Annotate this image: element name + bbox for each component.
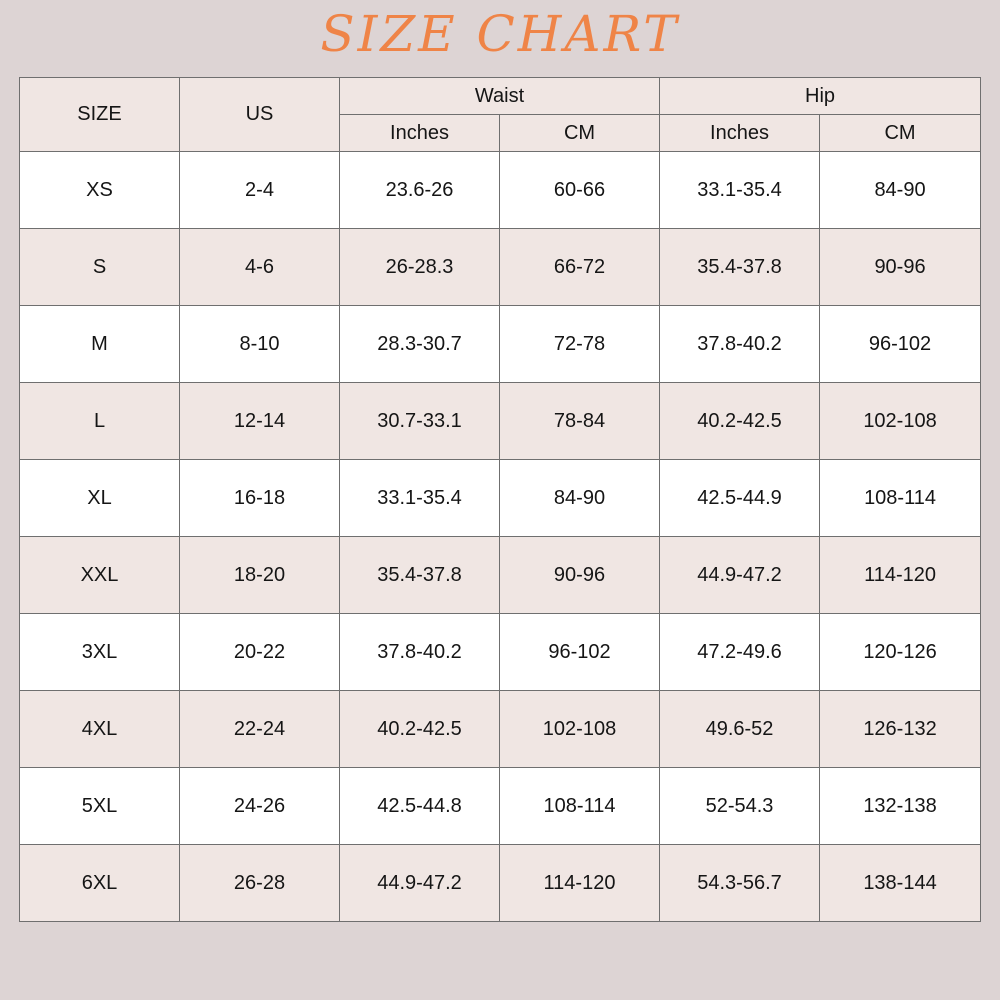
- waist-inches-cell: 37.8-40.2: [340, 614, 500, 691]
- hip-inches-cell: 35.4-37.8: [660, 229, 820, 306]
- waist-cm-cell: 66-72: [500, 229, 660, 306]
- waist-cm-cell: 84-90: [500, 460, 660, 537]
- hip-cm-cell: 132-138: [820, 768, 981, 845]
- table-row: [20, 691, 981, 768]
- waist-cm-cell: 114-120: [500, 845, 660, 922]
- us-cell: 22-24: [180, 691, 340, 768]
- size-cell: XL: [20, 460, 180, 537]
- header-us: US: [180, 78, 340, 152]
- hip-inches-cell: 33.1-35.4: [660, 152, 820, 229]
- size-chart-table: [19, 77, 981, 922]
- hip-cm-cell: 114-120: [820, 537, 981, 614]
- header-waist-inches: Inches: [340, 115, 500, 152]
- size-cell: M: [20, 306, 180, 383]
- waist-inches-cell: 33.1-35.4: [340, 460, 500, 537]
- us-cell: 8-10: [180, 306, 340, 383]
- hip-cm-cell: 90-96: [820, 229, 981, 306]
- us-cell: 2-4: [180, 152, 340, 229]
- table-row: [20, 768, 981, 845]
- hip-cm-cell: 126-132: [820, 691, 981, 768]
- table-row: [20, 152, 981, 229]
- size-cell: 3XL: [20, 614, 180, 691]
- hip-inches-cell: 47.2-49.6: [660, 614, 820, 691]
- us-cell: 20-22: [180, 614, 340, 691]
- size-cell: 5XL: [20, 768, 180, 845]
- table-row: [20, 460, 981, 537]
- us-cell: 4-6: [180, 229, 340, 306]
- us-cell: 26-28: [180, 845, 340, 922]
- waist-inches-cell: 28.3-30.7: [340, 306, 500, 383]
- hip-cm-cell: 102-108: [820, 383, 981, 460]
- size-cell: XS: [20, 152, 180, 229]
- us-cell: 24-26: [180, 768, 340, 845]
- waist-inches-cell: 42.5-44.8: [340, 768, 500, 845]
- waist-cm-cell: 102-108: [500, 691, 660, 768]
- waist-inches-cell: 35.4-37.8: [340, 537, 500, 614]
- table-row: [20, 537, 981, 614]
- waist-inches-cell: 23.6-26: [340, 152, 500, 229]
- waist-cm-cell: 60-66: [500, 152, 660, 229]
- hip-inches-cell: 40.2-42.5: [660, 383, 820, 460]
- header-hip-cm: CM: [820, 115, 981, 152]
- size-cell: XXL: [20, 537, 180, 614]
- header-hip: Hip: [660, 78, 981, 115]
- us-cell: 12-14: [180, 383, 340, 460]
- hip-inches-cell: 49.6-52: [660, 691, 820, 768]
- size-cell: 4XL: [20, 691, 180, 768]
- waist-inches-cell: 26-28.3: [340, 229, 500, 306]
- hip-cm-cell: 108-114: [820, 460, 981, 537]
- header-waist: Waist: [340, 78, 660, 115]
- waist-cm-cell: 96-102: [500, 614, 660, 691]
- header-hip-inches: Inches: [660, 115, 820, 152]
- hip-inches-cell: 52-54.3: [660, 768, 820, 845]
- waist-cm-cell: 78-84: [500, 383, 660, 460]
- us-cell: 18-20: [180, 537, 340, 614]
- hip-inches-cell: 44.9-47.2: [660, 537, 820, 614]
- header-waist-cm: CM: [500, 115, 660, 152]
- waist-inches-cell: 30.7-33.1: [340, 383, 500, 460]
- size-cell: S: [20, 229, 180, 306]
- table-row: [20, 383, 981, 460]
- hip-cm-cell: 96-102: [820, 306, 981, 383]
- page-title: SIZE CHART: [320, 5, 680, 63]
- hip-cm-cell: 84-90: [820, 152, 981, 229]
- table-row: [20, 306, 981, 383]
- hip-inches-cell: 54.3-56.7: [660, 845, 820, 922]
- table-body: [20, 152, 981, 922]
- waist-cm-cell: 108-114: [500, 768, 660, 845]
- waist-cm-cell: 90-96: [500, 537, 660, 614]
- size-cell: L: [20, 383, 180, 460]
- us-cell: 16-18: [180, 460, 340, 537]
- table-row: [20, 614, 981, 691]
- waist-cm-cell: 72-78: [500, 306, 660, 383]
- hip-inches-cell: 42.5-44.9: [660, 460, 820, 537]
- hip-cm-cell: 138-144: [820, 845, 981, 922]
- table-row: [20, 845, 981, 922]
- hip-inches-cell: 37.8-40.2: [660, 306, 820, 383]
- table-row: [20, 229, 981, 306]
- waist-inches-cell: 40.2-42.5: [340, 691, 500, 768]
- waist-inches-cell: 44.9-47.2: [340, 845, 500, 922]
- header-size: SIZE: [20, 78, 180, 152]
- hip-cm-cell: 120-126: [820, 614, 981, 691]
- size-cell: 6XL: [20, 845, 180, 922]
